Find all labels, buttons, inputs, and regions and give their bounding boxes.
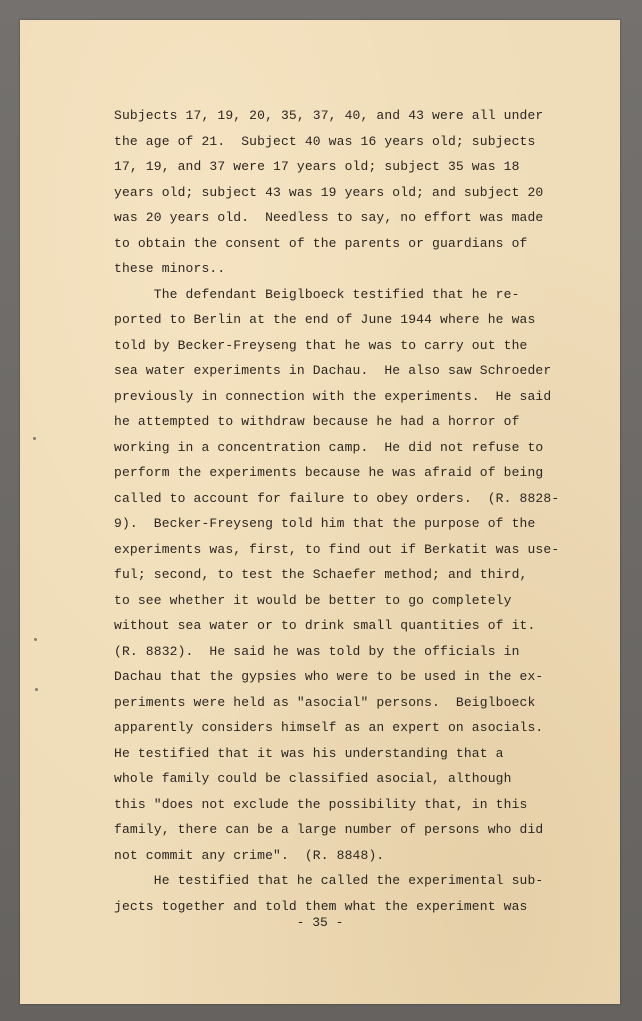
text-line: experiments was, first, to find out if Berkatit was use-	[114, 541, 560, 557]
text-line: He testified that it was his understanding that a	[114, 745, 504, 761]
text-line: apparently considers himself as an expert on asocials.	[114, 720, 544, 735]
page-number: - 35 -	[296, 915, 344, 930]
text-line: 9). Becker-Freyseng told him that the purpose of the	[114, 516, 536, 531]
scan-speck	[34, 638, 37, 641]
text-line: this "does not exclude the possibility that, in this	[114, 796, 528, 812]
text-line: (R. 8832). He said he was told by the officials in	[114, 643, 520, 659]
text-line: sea water experiments in Dachau. He also saw Schroeder	[114, 363, 552, 378]
text-line: jects together and told them what the experiment was	[114, 898, 528, 914]
text-line: ful; second, to test the Schaefer method; and third,	[114, 567, 528, 582]
text-line: He testified that he called the experimental sub-	[114, 873, 544, 888]
text-line: 17, 19, and 37 were 17 years old; subject 35 was 18	[114, 159, 520, 174]
text-line: told by Becker-Freyseng that he was to carry out the	[114, 337, 528, 353]
scan-speck	[35, 688, 38, 691]
text-line: previously in connection with the experiments. He said	[114, 388, 552, 404]
text-line: was 20 years old. Needless to say, no effort was made	[114, 210, 544, 225]
text-line: the age of 21. Subject 40 was 16 years old; subjects	[114, 133, 536, 149]
text-line: The defendant Beiglboeck testified that he re-	[114, 286, 520, 302]
text-line: not commit any crime". (R. 8848).	[114, 847, 385, 863]
text-line: he attempted to withdraw because he had a horror of	[114, 414, 520, 429]
body-text	[114, 103, 560, 919]
text-line: without sea water or to drink small quantities of it.	[114, 618, 536, 633]
text-line: perform the experiments because he was afraid of being	[114, 465, 544, 480]
text-line: years old; subject 43 was 19 years old; and subject 20	[114, 184, 544, 200]
text-line: family, there can be a large number of persons who did	[114, 822, 544, 837]
text-line: called to account for failure to obey orders. (R. 8828-	[114, 490, 560, 506]
text-line: working in a concentration camp. He did not refuse to	[114, 439, 544, 455]
text-line: periments were held as "asocial" persons. Beiglboeck	[114, 694, 536, 710]
text-line: ported to Berlin at the end of June 1944 where he was	[114, 312, 536, 327]
text-line: Dachau that the gypsies who were to be used in the ex-	[114, 669, 544, 684]
text-line: to obtain the consent of the parents or guardians of	[114, 235, 528, 251]
text-line: whole family could be classified asocial, although	[114, 771, 512, 786]
text-line: these minors..	[114, 261, 226, 276]
document-page	[20, 20, 620, 1004]
text-line: to see whether it would be better to go completely	[114, 592, 512, 608]
text-line: Subjects 17, 19, 20, 35, 37, 40, and 43 were all under	[114, 108, 544, 123]
scan-speck	[33, 437, 36, 440]
